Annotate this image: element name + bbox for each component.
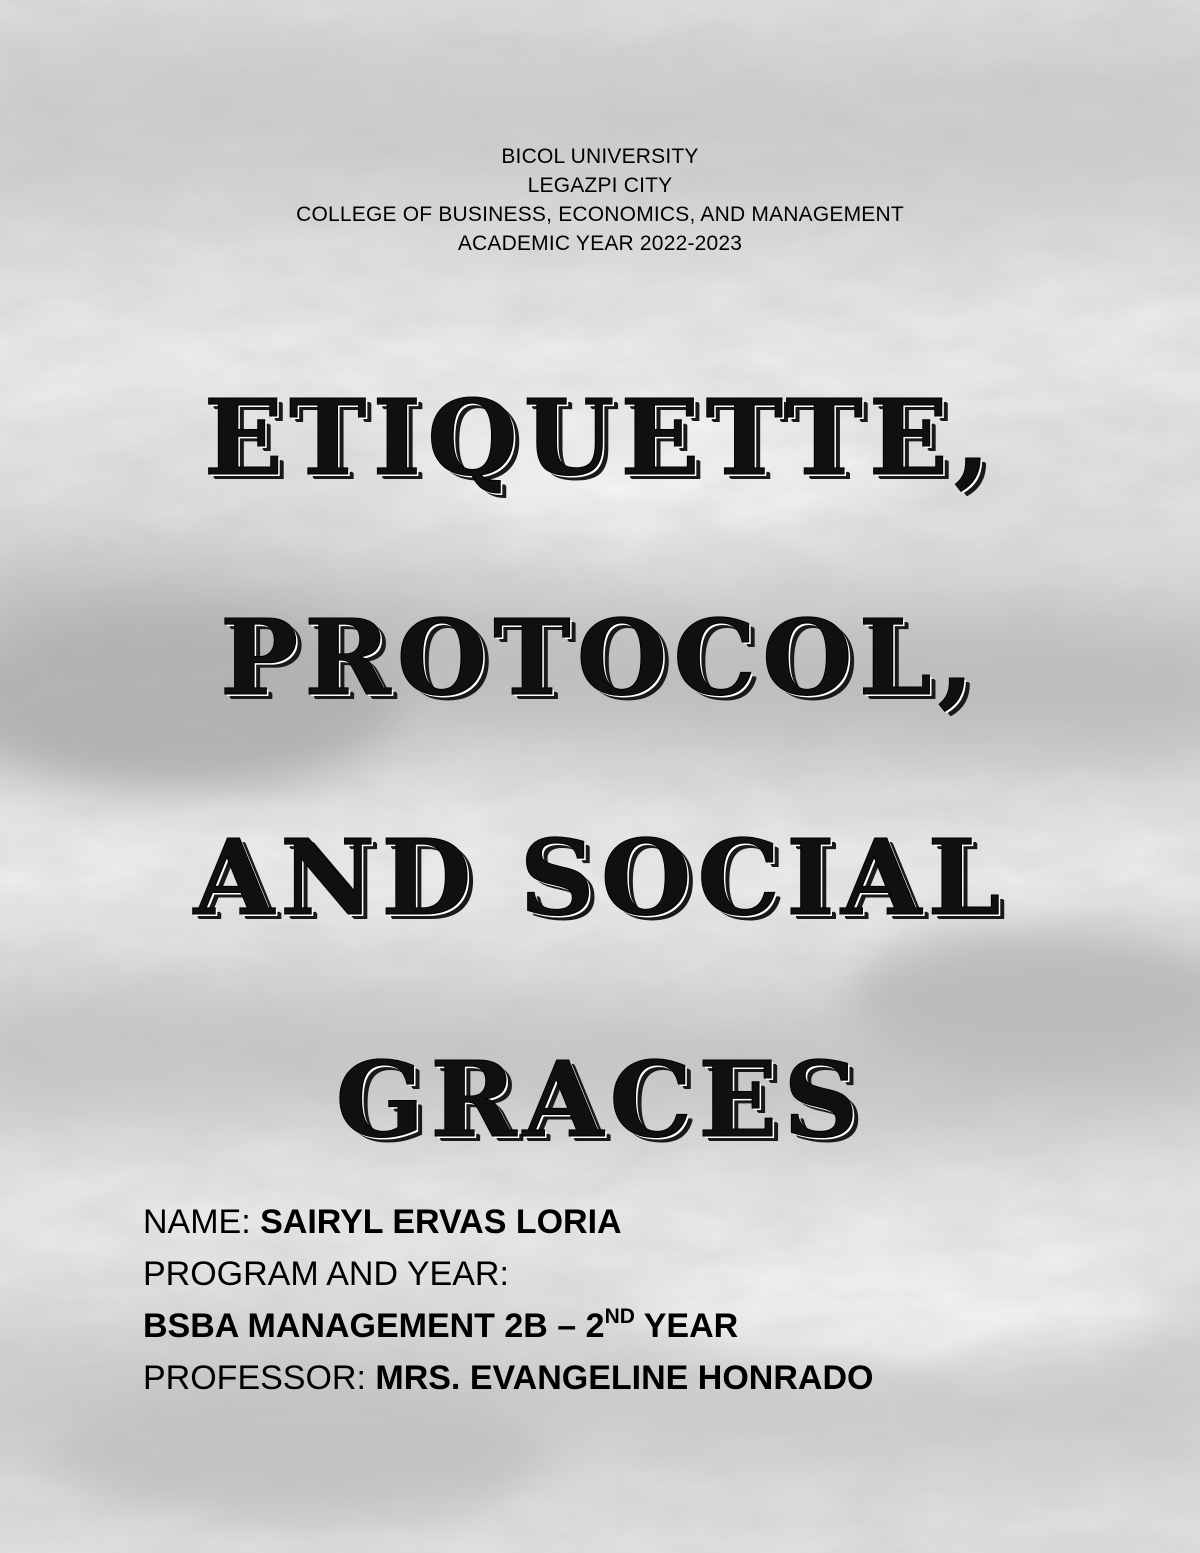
program-value-suffix: YEAR — [634, 1307, 739, 1345]
program-value-superscript: ND — [604, 1305, 635, 1328]
college-name: COLLEGE OF BUSINESS, ECONOMICS, AND MANAGEMENT — [296, 203, 904, 226]
professor-row — [143, 1352, 1143, 1404]
name-value: SAIRYL ERVAS LORIA — [260, 1203, 622, 1241]
program-value-prefix: BSBA MANAGEMENT 2B – 2 — [143, 1307, 605, 1345]
title-line-2: PROTOCOL, — [220, 596, 980, 719]
program-label-row — [143, 1248, 1143, 1300]
student-info — [143, 1196, 1143, 1404]
title-line-4: GRACES — [335, 1038, 865, 1161]
institution-header — [0, 142, 1200, 258]
academic-year: ACADEMIC YEAR 2022-2023 — [457, 232, 743, 255]
title-line-3: AND SOCIAL — [193, 816, 1007, 939]
program-label: PROGRAM AND YEAR: — [143, 1255, 509, 1293]
university-name: BICOL UNIVERSITY — [501, 145, 699, 168]
professor-value: MRS. EVANGELINE HONRADO — [375, 1359, 874, 1397]
title-line-1: ETIQUETTE, — [203, 376, 997, 499]
name-label: NAME: — [143, 1203, 261, 1241]
name-row — [143, 1196, 1143, 1248]
professor-label: PROFESSOR: — [143, 1359, 376, 1397]
city-name: LEGAZPI CITY — [527, 174, 673, 197]
program-value-row — [143, 1300, 1143, 1352]
